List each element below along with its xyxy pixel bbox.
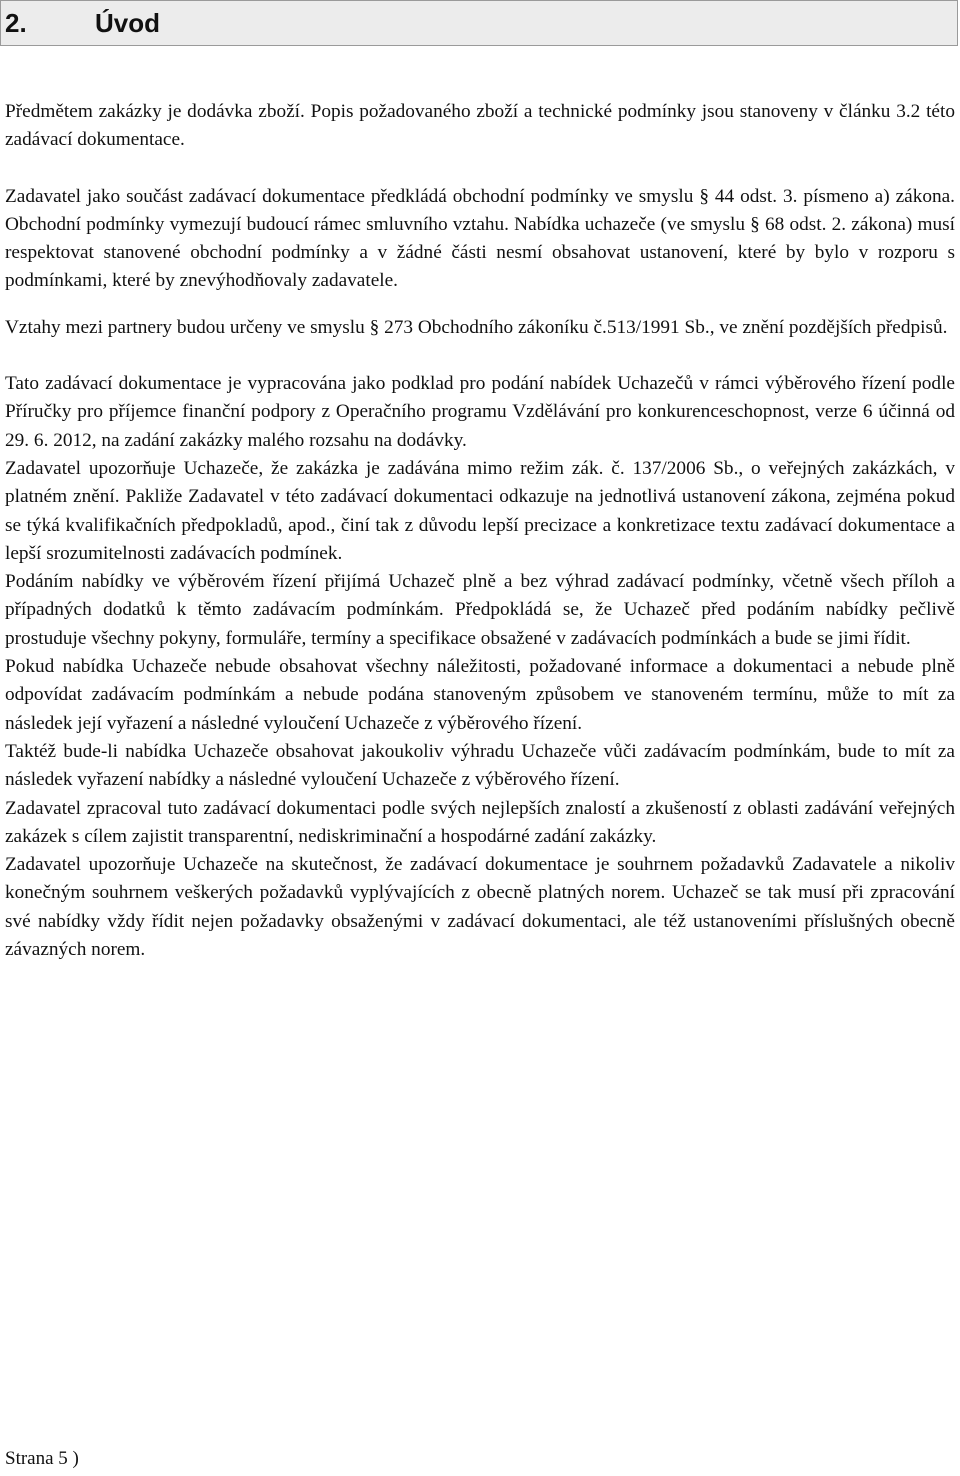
paragraph-submission-acceptance: Podáním nabídky ve výběrovém řízení přijímá Uchazeč plně a bez výhrad zadávací podmínky, včetně všech příloh a případných dodatků k těmto zadávacím podmínkám. Předpokládá se, že Uchazeč před podáním nabídky pečlivě prostuduje všechny pokyny, formuláře, termíny a specifikace obsažené v zadávacích podmínkách a bude se jimi řídit. [5, 571, 955, 649]
paragraph-requirements-notice: Zadavatel upozorňuje Uchazeče na skutečnost, že zadávací dokumentace je souhrnem požadavků Zadavatele a nikoliv konečným souhrnem veškerých požadavků vyplývajících z obecně platných norem. Uchazeč se tak musí při zpracování své nabídky vždy řídit nejen požadavky obsaženými v zadávací dokumentaci, ale též ustanoveními příslušných obecně závazných norem. [5, 854, 955, 961]
paragraph-partner-relations: Vztahy mezi partnery budou určeny ve smyslu § 273 Obchodního zákoníku č.513/1991 Sb., ve znění pozdějších předpisů. [5, 316, 948, 338]
paragraph-document-basis: Tato zadávací dokumentace je vypracována jako podklad pro podání nabídek Uchazečů v rámci výběrového řízení podle Příručky pro příjemce finanční podpory z Operačního programu Vzdělávání pro konkurenceschopnost, verze 6 účinná od 29. 6. 2012, na zadání zakázky malého rozsahu na dodávky. [5, 373, 955, 451]
page-footer: Strana 5 ) [5, 1448, 79, 1469]
document-body [5, 98, 955, 964]
paragraph-incomplete-offer: Pokud nabídka Uchazeče nebude obsahovat všechny náležitosti, požadované informace a dokumentaci a nebude plně odpovídat zadávacím podmínkám a nebude podána stanoveným způsobem ve stanoveném termínu, může to mít za následek její vyřazení a následné vyloučení Uchazeče z výběrového řízení. [5, 656, 955, 734]
section-number: 2. [5, 8, 27, 38]
paragraph-subject: Předmětem zakázky je dodávka zboží. Popis požadovaného zboží a technické podmínky jsou stanoveny v článku 3.2 této zadávací dokumentace. [5, 101, 955, 151]
paragraph-commercial-terms: Zadavatel jako součást zadávací dokumentace předkládá obchodní podmínky ve smyslu § 44 odst. 3. písmeno a) zákona. Obchodní podmínky vymezují budoucí rámec smluvního vztahu. Nabídka uchazeče (ve smyslu § 68 odst. 2. zákona) musí respektovat stanovené obchodní podmínky a v žádné části nesmí obsahovat ustanovení, které by bylo v rozporu s podmínkami, které by znevýhodňovaly zadavatele. [5, 185, 955, 292]
paragraph-regime-notice: Zadavatel upozorňuje Uchazeče, že zakázka je zadávána mimo režim zák. č. 137/2006 Sb., o veřejných zakázkách, v platném znění. Pakliže Zadavatel v této zadávací dokumentaci odkazuje na jednotlivá ustanovení zákona, zejména pokud se týká kvalifikačních předpokladů, apod., činí tak z důvodu lepší precizace a konkretizace textu zadávací dokumentace a lepší srozumitelnosti zadávacích podmínek. [5, 457, 955, 564]
section-heading [0, 0, 958, 46]
section-title: Úvod [95, 8, 160, 38]
paragraph-reservation: Taktéž bude-li nabídka Uchazeče obsahovat jakoukoliv výhradu Uchazeče vůči zadávacím podmínkám, bude to mít za následek vyřazení nabídky a následné vyloučení Uchazeče z výběrového řízení. [5, 740, 955, 791]
paragraph-preparation: Zadavatel zpracoval tuto zadávací dokumentaci podle svých nejlepších znalostí a zkušeností z oblasti zadávání veřejných zakázek s cílem zajistit transparentní, nediskriminační a hospodárné zadání zakázky. [5, 797, 955, 847]
